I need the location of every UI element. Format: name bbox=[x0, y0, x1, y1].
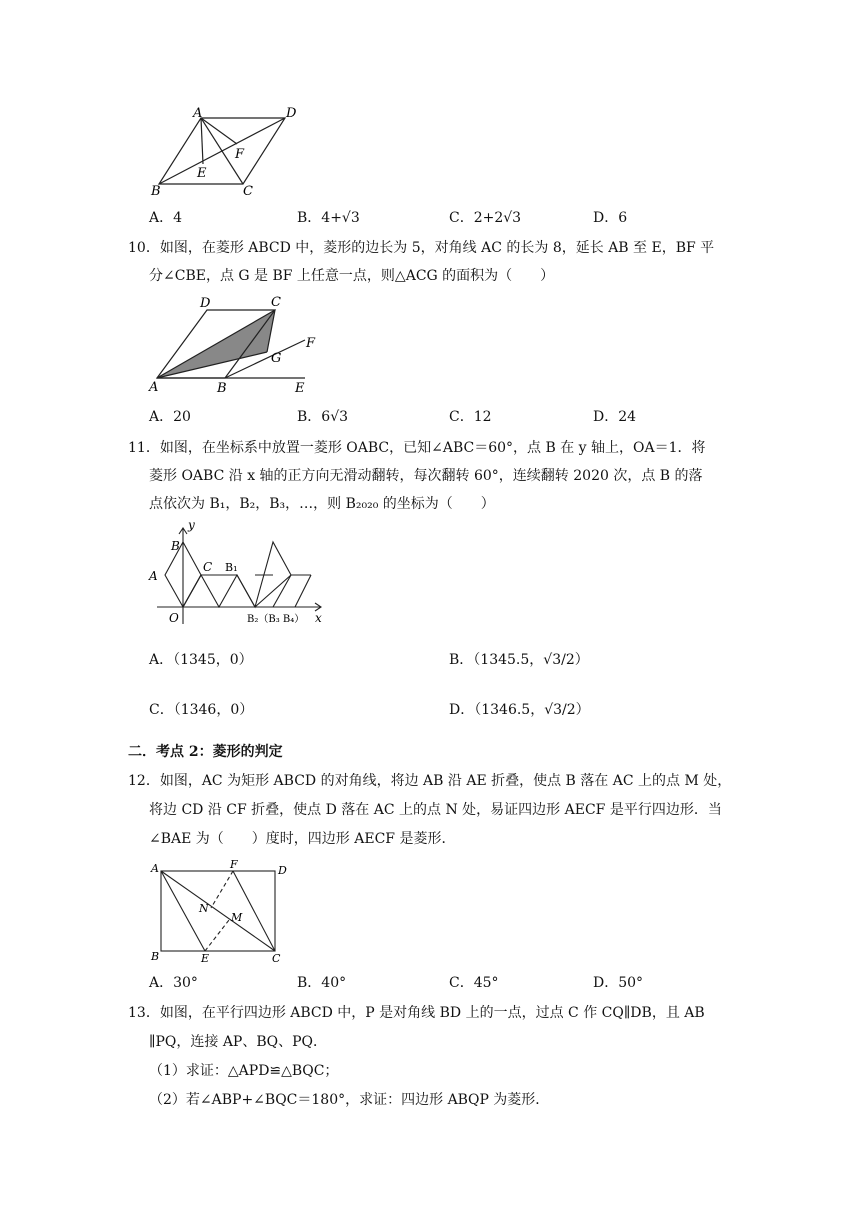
q13-part2: （2）若∠ABP+∠BQC＝180°，求证：四边形 ABQP 为菱形． bbox=[149, 1092, 550, 1108]
q9-label-A: A bbox=[193, 106, 203, 121]
q9-figure bbox=[145, 100, 315, 200]
q12-option-c: C．45° bbox=[449, 975, 499, 991]
q10-label-D: D bbox=[200, 296, 211, 311]
q9-option-a: A．4 bbox=[149, 210, 183, 226]
q10-figure bbox=[145, 292, 325, 396]
q9-label-C: C bbox=[243, 184, 253, 199]
q11-label-B2: B₂（B₃ B₄） bbox=[247, 614, 305, 625]
q12-label-E: E bbox=[201, 952, 210, 965]
q12-option-b: B．40° bbox=[297, 975, 347, 991]
q9-option-d: D．6 bbox=[593, 210, 628, 226]
q9-line-ae bbox=[201, 118, 203, 164]
q12-dashed-em bbox=[205, 920, 229, 951]
q12-label-C: C bbox=[272, 952, 281, 965]
q9-label-D: D bbox=[286, 106, 297, 121]
q12-option-d: D．50° bbox=[593, 975, 644, 991]
q12-figure bbox=[145, 856, 305, 966]
q11-label-y: y bbox=[188, 520, 195, 532]
q11-label-A: A bbox=[149, 569, 158, 583]
q10-text-line1: 10．如图，在菱形 ABCD 中，菱形的边长为 5，对角线 AC 的长为 8，延长 AB 至 E，BF 平 bbox=[128, 240, 715, 256]
q12-label-F: F bbox=[230, 858, 238, 871]
q9-label-F: F bbox=[235, 147, 245, 162]
q13-text-line1: 13．如图，在平行四边形 ABCD 中，P 是对角线 BD 上的一点，过点 C 作 CQ∥DB，且 AB bbox=[128, 1005, 705, 1021]
q11-option-c: C．（1346，0） bbox=[149, 702, 254, 718]
q9-line-bd bbox=[159, 118, 285, 184]
q12-label-N: N bbox=[199, 902, 209, 915]
q11-option-d: D．（1346.5，√3/2） bbox=[449, 702, 590, 718]
q10-option-d: D．24 bbox=[593, 409, 637, 425]
q11-label-x: x bbox=[315, 611, 322, 625]
q9-option-c: C．2+2√3 bbox=[449, 210, 522, 226]
q12-dashed-fn bbox=[211, 871, 233, 908]
q12-label-B: B bbox=[151, 950, 160, 963]
q12-diagonal-ac bbox=[161, 871, 275, 951]
q10-option-a: A．20 bbox=[149, 409, 191, 425]
q12-label-A: A bbox=[151, 862, 159, 875]
q11-label-B: B bbox=[171, 539, 180, 553]
section-heading: 二．考点 2：菱形的判定 bbox=[128, 744, 283, 760]
q10-label-G: G bbox=[271, 351, 282, 366]
q9-option-b: B．4+√3 bbox=[297, 210, 360, 226]
q10-label-E: E bbox=[295, 381, 305, 396]
q13-part1: （1）求证：△APD≌△BQC； bbox=[149, 1063, 339, 1079]
q10-option-c: C．12 bbox=[449, 409, 492, 425]
q11-text-line3: 点依次为 B₁，B₂，B₃，…，则 B₂₀₂₀ 的坐标为（ ） bbox=[149, 496, 495, 512]
q9-label-E: E bbox=[197, 166, 207, 181]
q12-text-line2: 将边 CD 沿 CF 折叠，使点 D 落在 AC 上的点 N 处，易证四边形 AECF 是平行四边形．当 bbox=[149, 802, 722, 818]
q13-text-line2: ∥PQ，连接 AP、BQ、PQ． bbox=[149, 1034, 328, 1050]
q11-figure bbox=[145, 520, 335, 630]
q11-option-b: B．（1345.5，√3/2） bbox=[449, 652, 589, 668]
q10-option-b: B．6√3 bbox=[297, 409, 349, 425]
q9-label-B: B bbox=[151, 184, 161, 199]
q12-label-M: M bbox=[231, 911, 243, 924]
q10-label-C: C bbox=[271, 295, 281, 310]
q12-option-a: A．30° bbox=[149, 975, 198, 991]
q12-text-line3: ∠BAE 为（ ）度时，四边形 AECF 是菱形． bbox=[149, 831, 456, 847]
q11-text-line2: 菱形 OABC 沿 x 轴的正方向无滑动翻转，每次翻转 60°，连续翻转 2020 次，点 B 的落 bbox=[149, 468, 703, 484]
q11-text-line1: 11．如图，在坐标系中放置一菱形 OABC，已知∠ABC＝60°，点 B 在 y 轴上，OA＝1．将 bbox=[128, 440, 706, 456]
q11-label-B1: B₁ bbox=[225, 561, 238, 574]
q10-text-line2: 分∠CBE，点 G 是 BF 上任意一点，则△ACG 的面积为（ ） bbox=[149, 268, 555, 284]
q9-line-af bbox=[201, 118, 237, 144]
q11-label-O: O bbox=[169, 611, 179, 625]
q12-label-D: D bbox=[278, 864, 287, 877]
q11-option-a: A．（1345，0） bbox=[149, 652, 253, 668]
q12-text-line1: 12．如图，AC 为矩形 ABCD 的对角线，将边 AB 沿 AE 折叠，使点 B 落在 AC 上的点 M 处， bbox=[128, 773, 732, 789]
q10-label-A: A bbox=[149, 380, 159, 395]
q10-label-F: F bbox=[306, 336, 316, 351]
q11-label-C: C bbox=[203, 560, 213, 574]
q10-label-B: B bbox=[217, 381, 227, 396]
